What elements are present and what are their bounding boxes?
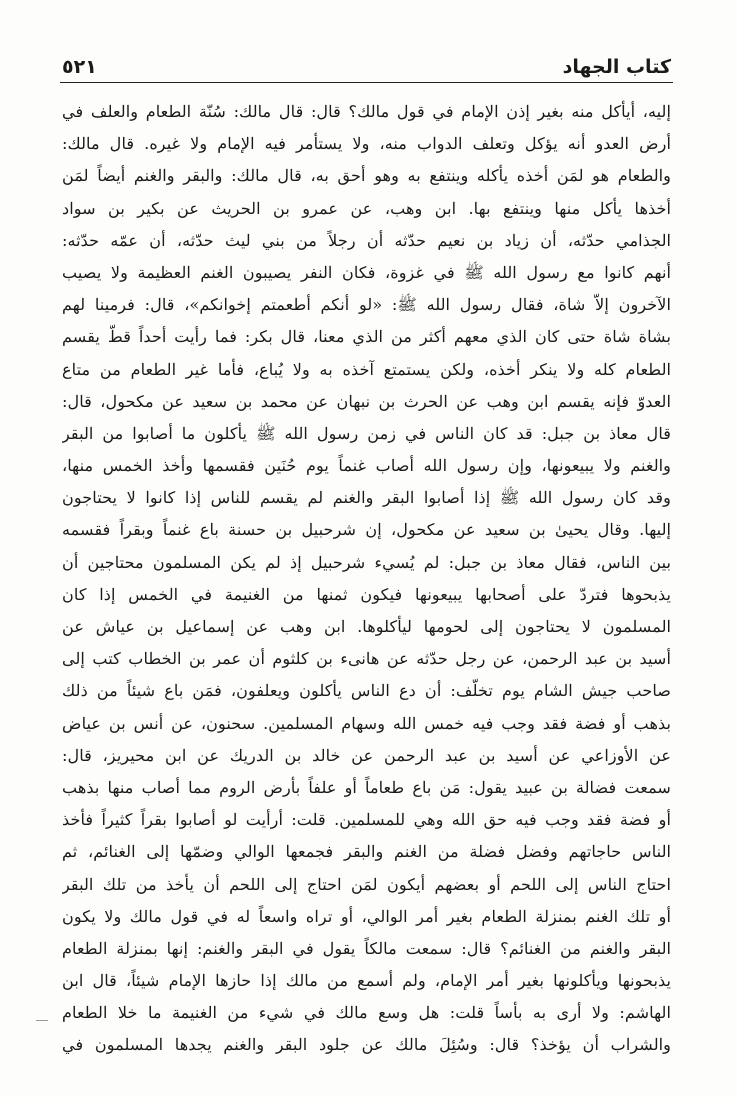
text-line: عن الأوزاعي عن أسيد بن عبد الرحمن عن خالد بن الدريك عن ابن محيريز، قال: [62, 745, 671, 765]
text-line: والطعام هو لمَن أخذه يأكله وينتفع به وهو أحق به، قال مالك: والبقر والغنم أيضاً لمَن [62, 166, 671, 186]
text-line: احتاج الناس إلى اللحم أو بعضهم أيكون لمَن احتاج إلى اللحم أن يأخذ من تلك البقر [62, 874, 671, 894]
header-divider [60, 82, 673, 83]
text-line: بذهب أو فضة فقد وجب فيه خمس الله وسهام المسلمين. سحنون، عن أنس بن عياض [62, 713, 671, 733]
text-line: بين الناس، فقال معاذ بن جبل: لم يُسيء شرحبيل إذ لم يكن المسلمون محتاجين أن [62, 552, 671, 572]
text-line: والشراب أن يؤخذ؟ قال: وسُئِلَ مالك عن جلود البقر والغنم يجدها المسلمون في [62, 1035, 671, 1055]
text-line: يذبحونها ويأكلونها بغير أمر الإمام، ولم أسمع من مالك إذا حازها الإمام شيئاً، قال ابن [62, 971, 671, 991]
text-line: الآخرون إلاّ شاة، فقال رسول الله ﷺ: «لو أنكم أطعمتم إخوانكم»، قال: فرمينا لهم [62, 295, 671, 315]
page-header [62, 46, 671, 78]
margin-mark [36, 1020, 48, 1021]
body-text [62, 96, 671, 1062]
text-line: صاحب جيش الشام يوم تخلّف: أن دع الناس يأكلون ويعلفون، فمَن باع شيئاً من ذلك [62, 681, 671, 701]
text-line: سمعت فضالة بن عبيد يقول: مَن باع طعاماً أو علفاً بأرض الروم مما أصاب منها بذهب [62, 777, 671, 797]
chapter-title: كتاب الجهاد [562, 56, 671, 78]
text-line: العدوّ فإنه يقسم ابن وهب عن الحرث بن نبهان عن محمد بن سعيد عن مكحول، قال: [62, 391, 671, 411]
text-line: الناس حاجاتهم وفضل فضلة من الغنم والبقر فجمعها الوالي وضمّها إلى الغنائم، ثم [62, 842, 671, 862]
text-line: أنهم كانوا مع رسول الله ﷺ في غزوة، فكان النفر يصيبون الغنم العظيمة ولا يصيب [62, 262, 671, 282]
text-line: إليه، أيأكل منه بغير إذن الإمام في قول مالك؟ قال: قال مالك: سُنّة الطعام والعلف في [62, 102, 671, 121]
text-line: أو تلك الغنم بمنزلة الطعام بغير أمر الوالي، أو تراه واسعاً له في قول مالك ولا يكون [62, 906, 671, 926]
text-line: وقد كان رسول الله ﷺ إذا أصابوا البقر والغنم لم يقسم للناس إذا كانوا لا يحتاجون [62, 488, 671, 508]
text-line: أسيد بن عبد الرحمن، عن رجل حدّثه عن هانىء بن كلثوم أن عمر بن الخطاب كتب إلى [62, 649, 671, 669]
text-line: بشاة شاة حتى كان الذي معهم أكثر من الذي معنا، قال بكر: فما رأيت أحداً قطّ يقسم [62, 327, 671, 347]
text-line: الطعام كله ولا ينكر أخذه، ولكن يستمتع آخذه به ولا يُباع، فأما غير الطعام من متاع [62, 359, 671, 379]
text-line: المسلمون لا يحتاجون إلى لحومها ليأكلوها. ابن وهب عن إسماعيل بن عياش عن [62, 617, 671, 636]
text-line: البقر والغنم من الغنائم؟ قال: سمعت مالكاً يقول في البقر والغنم: إنها بمنزلة الطعام [62, 938, 671, 958]
text-line: الجذامي حدّثه، أن زياد بن نعيم حدّثه أن رجلاً من بني ليث حدّثه، أن عمّه حدّثه: [62, 230, 671, 250]
text-line: الهاشم: ولا أرى به بأساً قلت: هل وسع مالك في شيء من الغنيمة ما خلا الطعام [62, 1003, 671, 1023]
text-line: قال معاذ بن جبل: قد كان الناس في زمن رسول الله ﷺ يأكلون ما أصابوا من البقر [62, 423, 671, 443]
text-line: والغنم ولا يبيعونها، وإن رسول الله أصاب غنماً يوم حُنَين فقسمها وأخذ الخمس منها، [62, 456, 671, 476]
text-line: أخذها يأكل منها وينتفع بها. ابن وهب، عن عمرو بن الحريث عن بكير بن سواد [62, 198, 671, 218]
text-line: أو فضة فقد وجب فيه حق الله وهي للمسلمين. قلت: أرأيت لو أصابوا بقراً كثيراً فأخذ [62, 810, 671, 830]
text-line: أرض العدو أنه يؤكل وتعلف الدواب منه، ولا يستأمر فيه الإمام ولا غيره. قال مالك: [62, 134, 671, 154]
page-number: ٥٢١ [62, 56, 97, 78]
text-line: إليها. وقال يحيىٰ بن سعيد عن مكحول، إن شرحبيل بن حسنة باع غنماً وبقراً فقسمه [62, 520, 671, 540]
text-line: يذبحوها فتردّ على أصحابها يبيعونها فيكون ثمنها من الغنيمة في الخمس إذا كان [62, 584, 671, 604]
